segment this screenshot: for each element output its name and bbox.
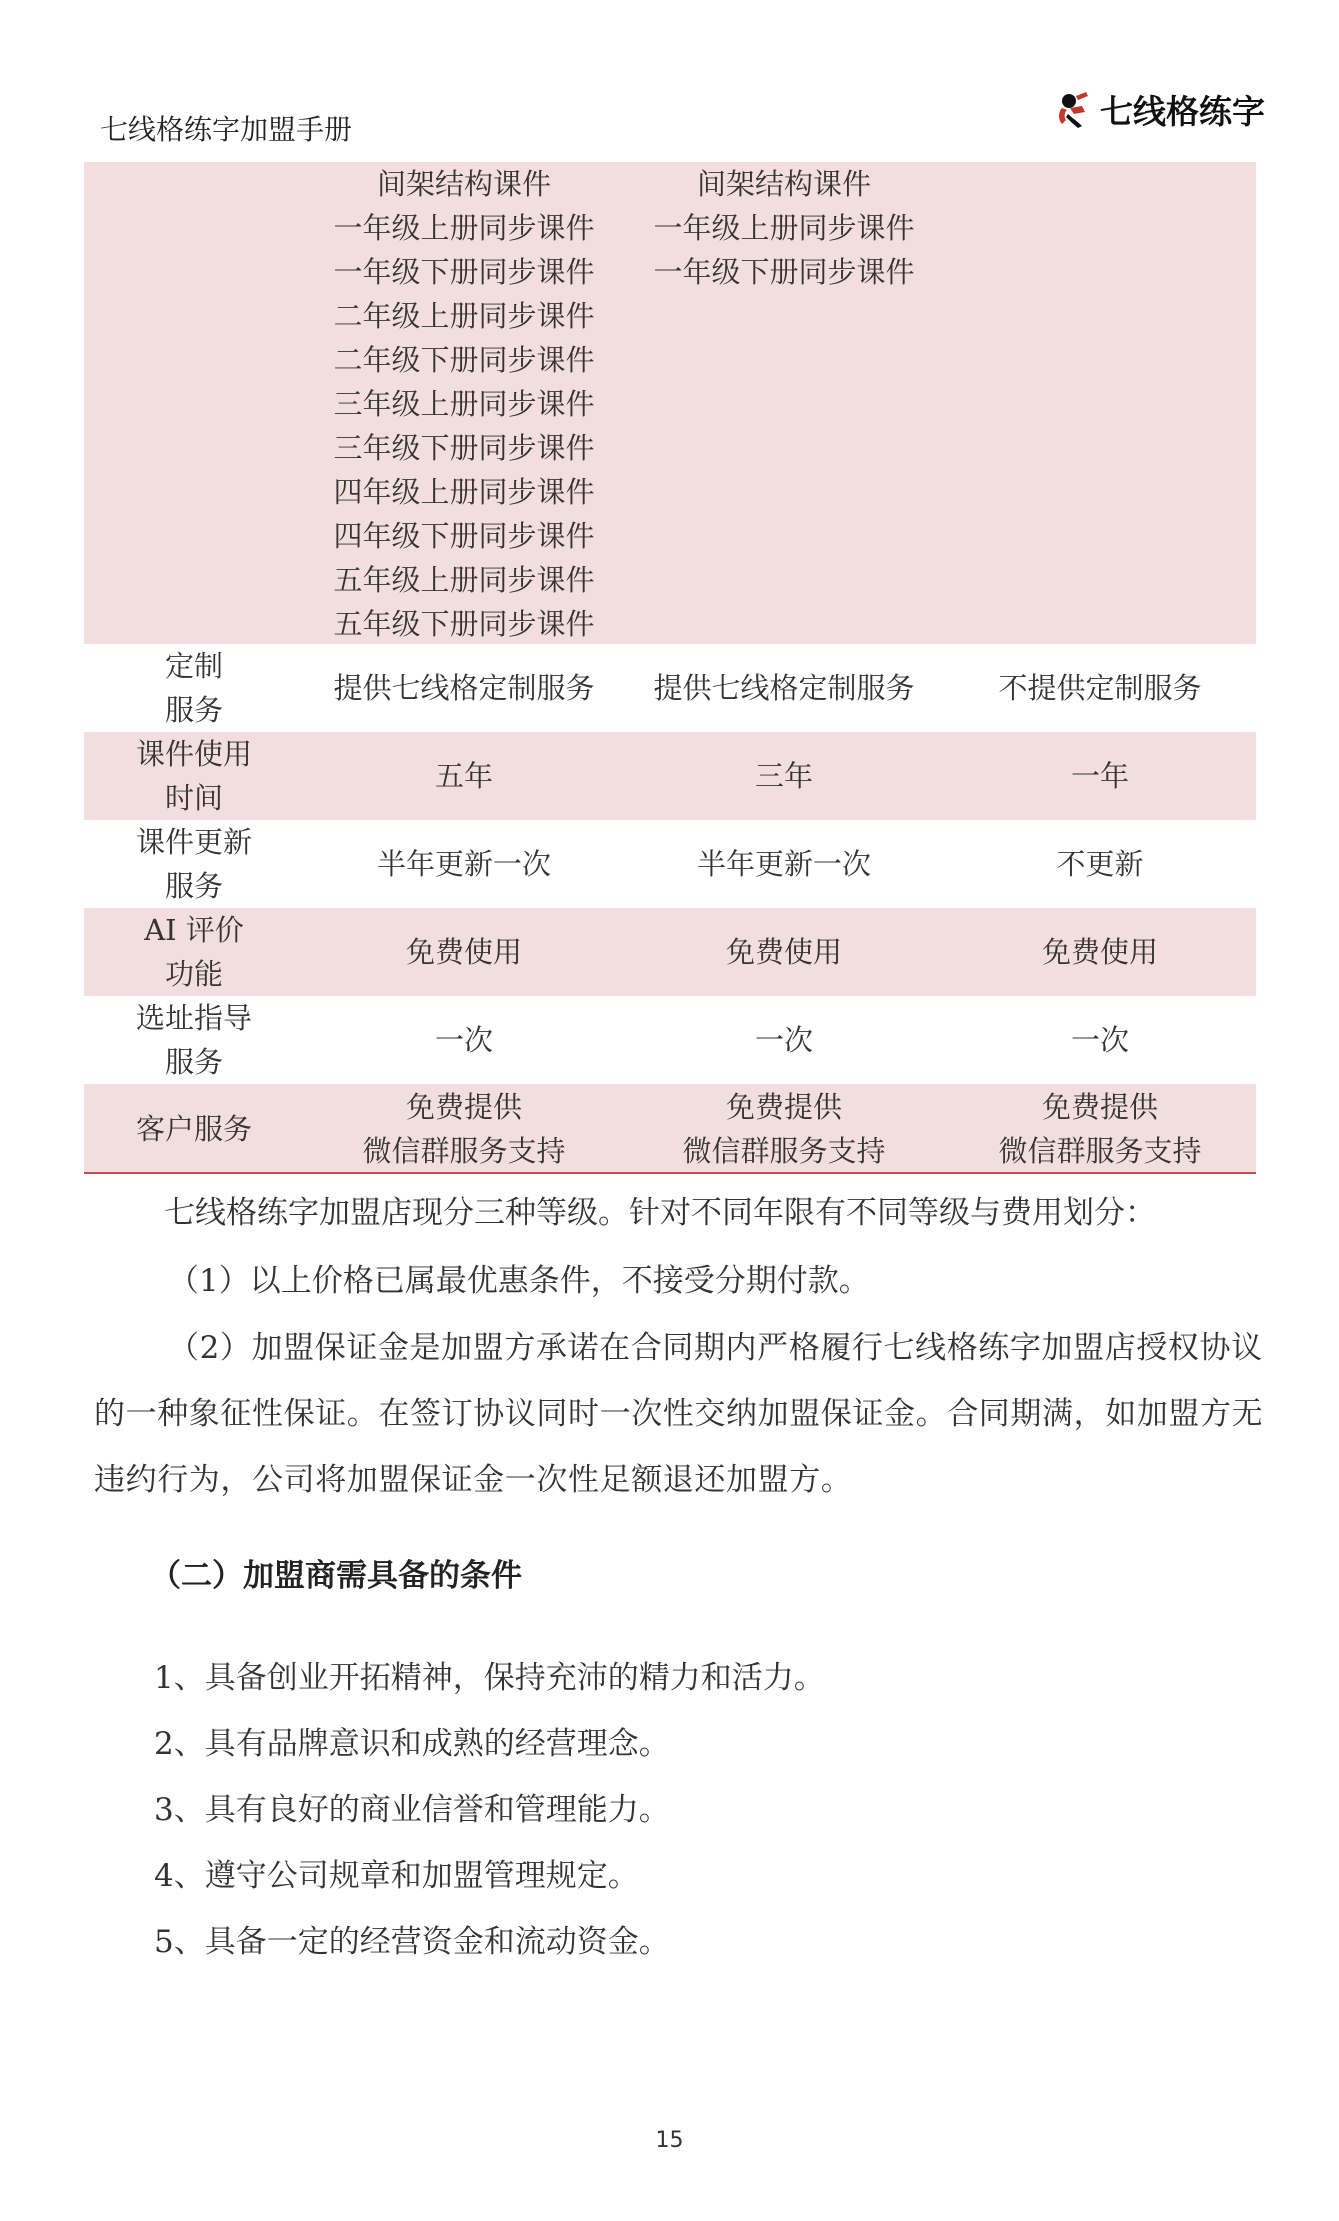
table-cell <box>624 1084 944 1174</box>
paragraph-note-1: （1）以上价格已属最优惠条件，不接受分期付款。 <box>168 1263 870 1299</box>
table-cell: 提供七线格定制服务 <box>653 671 915 705</box>
row-label-line: 功能 <box>164 957 223 991</box>
course-list-tier2 <box>653 162 914 294</box>
table-row-label: 客户服务 <box>135 1112 252 1146</box>
table-cell-label <box>84 162 304 644</box>
conditions-list <box>154 1645 825 1975</box>
table-row <box>84 908 1256 996</box>
course-item: 间架结构课件 <box>696 167 871 201</box>
cell-line: 免费提供 <box>1041 1090 1158 1124</box>
table-row-label <box>84 820 304 908</box>
course-item: 一年级上册同步课件 <box>653 211 915 245</box>
course-item: 间架结构课件 <box>376 167 551 201</box>
row-label-line: 时间 <box>164 781 223 815</box>
course-item: 三年级下册同步课件 <box>333 431 595 465</box>
row-label-line: AI 评价 <box>144 913 244 947</box>
course-item: 一年级上册同步课件 <box>333 211 595 245</box>
list-item: 4、遵守公司规章和加盟管理规定。 <box>154 1858 639 1894</box>
table-cell: 不更新 <box>1056 847 1144 881</box>
table-row <box>84 644 1256 732</box>
row-label-line: 服务 <box>164 869 223 903</box>
row-label-line: 服务 <box>164 1045 223 1079</box>
table-cell: 三年 <box>754 759 813 793</box>
table-cell-tier1-courses <box>304 162 624 644</box>
table-cell <box>304 1084 624 1174</box>
list-item: 2、具有品牌意识和成熟的经营理念。 <box>154 1726 670 1762</box>
cell-line: 微信群服务支持 <box>998 1134 1202 1168</box>
list-item: 3、具有良好的商业信誉和管理能力。 <box>154 1792 670 1828</box>
table-cell: 半年更新一次 <box>696 847 871 881</box>
brand-name: 七线格练字 <box>1100 92 1265 131</box>
row-label-line: 选址指导 <box>135 1001 252 1035</box>
table-cell: 提供七线格定制服务 <box>333 671 595 705</box>
table-bottom-rule <box>84 1172 1256 1174</box>
document-header-title: 七线格练字加盟手册 <box>100 113 353 146</box>
course-item: 一年级下册同步课件 <box>653 255 915 289</box>
table-cell: 免费使用 <box>1041 935 1158 969</box>
table-cell <box>944 1084 1256 1174</box>
page-number: 15 <box>655 2128 684 2153</box>
table-row-label <box>84 644 304 732</box>
course-item: 二年级上册同步课件 <box>333 299 595 333</box>
table-cell-tier3-courses <box>944 162 1256 644</box>
cell-line: 免费提供 <box>405 1090 522 1124</box>
calligraphy-figure-logo-icon <box>1052 90 1092 130</box>
table-row <box>84 820 1256 908</box>
table-row-label <box>84 908 304 996</box>
table-cell: 一次 <box>434 1023 493 1057</box>
table-row-customer-service <box>84 1084 1256 1174</box>
course-item: 四年级下册同步课件 <box>333 519 595 553</box>
list-item: 5、具备一定的经营资金和流动资金。 <box>154 1924 670 1960</box>
list-item: 1、具备创业开拓精神，保持充沛的精力和活力。 <box>154 1660 825 1696</box>
table-cell: 免费使用 <box>725 935 842 969</box>
course-item: 四年级上册同步课件 <box>333 475 595 509</box>
section-heading: （二）加盟商需具备的条件 <box>150 1558 522 1594</box>
course-item: 五年级上册同步课件 <box>333 563 595 597</box>
cell-line: 免费提供 <box>725 1090 842 1124</box>
table-cell-tier2-courses <box>624 162 944 644</box>
cell-line: 微信群服务支持 <box>362 1134 566 1168</box>
table-cell: 半年更新一次 <box>376 847 551 881</box>
row-label-line: 课件更新 <box>135 825 252 859</box>
row-label-line: 定制 <box>164 649 223 683</box>
franchise-tier-table <box>84 162 1256 1174</box>
paragraph-tier-intro: 七线格练字加盟店现分三种等级。针对不同年限有不同等级与费用划分： <box>164 1195 1156 1231</box>
course-list-tier1 <box>333 162 594 646</box>
table-cell: 免费使用 <box>405 935 522 969</box>
cell-line: 微信群服务支持 <box>682 1134 886 1168</box>
table-row <box>84 732 1256 820</box>
course-item: 三年级上册同步课件 <box>333 387 595 421</box>
table-row-label <box>84 996 304 1084</box>
row-label-line: 课件使用 <box>135 737 252 771</box>
table-row-label <box>84 732 304 820</box>
table-cell: 不提供定制服务 <box>998 671 1202 705</box>
course-item: 二年级下册同步课件 <box>333 343 595 377</box>
table-row <box>84 996 1256 1084</box>
table-cell: 一次 <box>754 1023 813 1057</box>
row-label-line: 服务 <box>164 693 223 727</box>
table-cell: 一次 <box>1070 1023 1129 1057</box>
paragraph-note-2: （2）加盟保证金是加盟方承诺在合同期内严格履行七线格练字加盟店授权协议的一种象征性保证。在签订协议同时一次性交纳加盟保证金。合同期满，如加盟方无违约行为，公司将加盟保证金一次性足额退还加盟方。 <box>94 1330 1264 1498</box>
course-item: 一年级下册同步课件 <box>333 255 595 289</box>
table-row-courses <box>84 162 1256 644</box>
course-item: 五年级下册同步课件 <box>333 607 595 641</box>
table-cell: 五年 <box>434 759 493 793</box>
brand <box>1052 86 1265 133</box>
table-cell: 一年 <box>1070 759 1129 793</box>
